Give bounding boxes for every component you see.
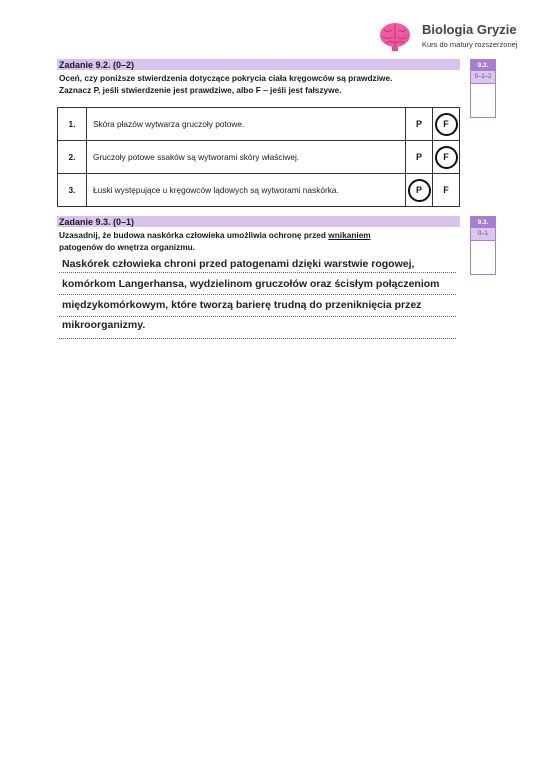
row-statement: Skóra płazów wytwarza gruczoły potowe. (87, 108, 406, 141)
option-p[interactable]: P (406, 108, 433, 141)
task-9-3-instruction-line2: patogenów do wnętrza organizmu. (59, 242, 195, 252)
circled-answer: F (435, 113, 458, 136)
answer-line-4: mikroorganizmy. (62, 319, 146, 331)
row-number: 1. (58, 108, 87, 141)
answer-dotted-line (59, 272, 456, 273)
answer-dotted-line (59, 316, 456, 317)
option-f-selected[interactable] (433, 141, 460, 174)
row-statement: Gruczoły potowe ssaków są wytworami skóry właściwej. (87, 141, 406, 174)
row-number: 3. (58, 174, 87, 207)
task-9-2-score-box (470, 59, 496, 118)
row-number: 2. (58, 141, 87, 174)
brain-logo-icon (378, 20, 412, 52)
brand-subtitle: Kurs do matury rozszerzonej (422, 40, 518, 49)
answer-line-3: międzykomórkowym, które tworzą barierę trudną do przeniknięcia przez (62, 299, 422, 311)
task-9-3-heading: Zadanie 9.3. (0–1) (59, 217, 135, 227)
task-9-2-number: 9.2. (471, 60, 495, 71)
option-f[interactable]: F (433, 174, 460, 207)
task-9-2-heading: Zadanie 9.2. (0–2) (59, 60, 135, 70)
task-9-3-score-box (470, 216, 496, 275)
brand-header (378, 20, 548, 60)
underlined-word: wnikaniem (328, 230, 371, 240)
task-9-2-score-field[interactable] (471, 83, 495, 116)
answer-line-2: komórkom Langerhansa, wydzielinom gruczołów oraz ścisłym połączeniom (62, 278, 440, 290)
row-statement: Łuski występujące u kręgowców lądowych są wytworami naskórka. (87, 174, 406, 207)
task-9-3-instruction-line1 (59, 229, 371, 241)
option-p-selected[interactable] (406, 174, 433, 207)
task-9-2-instruction-line2: Zaznacz P, jeśli stwierdzenie jest prawdziwe, albo F – jeśli jest fałszywe. (59, 85, 342, 95)
instruction-text: Uzasadnij, że budowa naskórka człowieka umożliwia ochronę przed (59, 230, 329, 240)
answer-dotted-line (59, 338, 456, 339)
true-false-table (57, 107, 460, 207)
answer-line-1: Naskórek człowieka chroni przed patogenami dzięki warstwie rogowej, (62, 258, 415, 270)
task-9-3-points: 0–1 (471, 228, 495, 240)
option-f-selected[interactable] (433, 108, 460, 141)
table-row (58, 174, 460, 207)
table-row (58, 141, 460, 174)
task-9-3-number: 9.3. (471, 217, 495, 228)
option-p[interactable]: P (406, 141, 433, 174)
brand-title: Biologia Gryzie (422, 22, 517, 37)
task-9-2-instruction-line1: Oceń, czy poniższe stwierdzenia dotyczące pokrycia ciała kręgowców są prawdziwe. (59, 73, 393, 83)
table-row (58, 108, 460, 141)
circled-answer: P (408, 179, 431, 202)
answer-dotted-line (59, 294, 456, 295)
task-9-2-points: 0–1–2 (471, 71, 495, 83)
task-9-3-score-field[interactable] (471, 240, 495, 273)
circled-answer: F (435, 146, 458, 169)
